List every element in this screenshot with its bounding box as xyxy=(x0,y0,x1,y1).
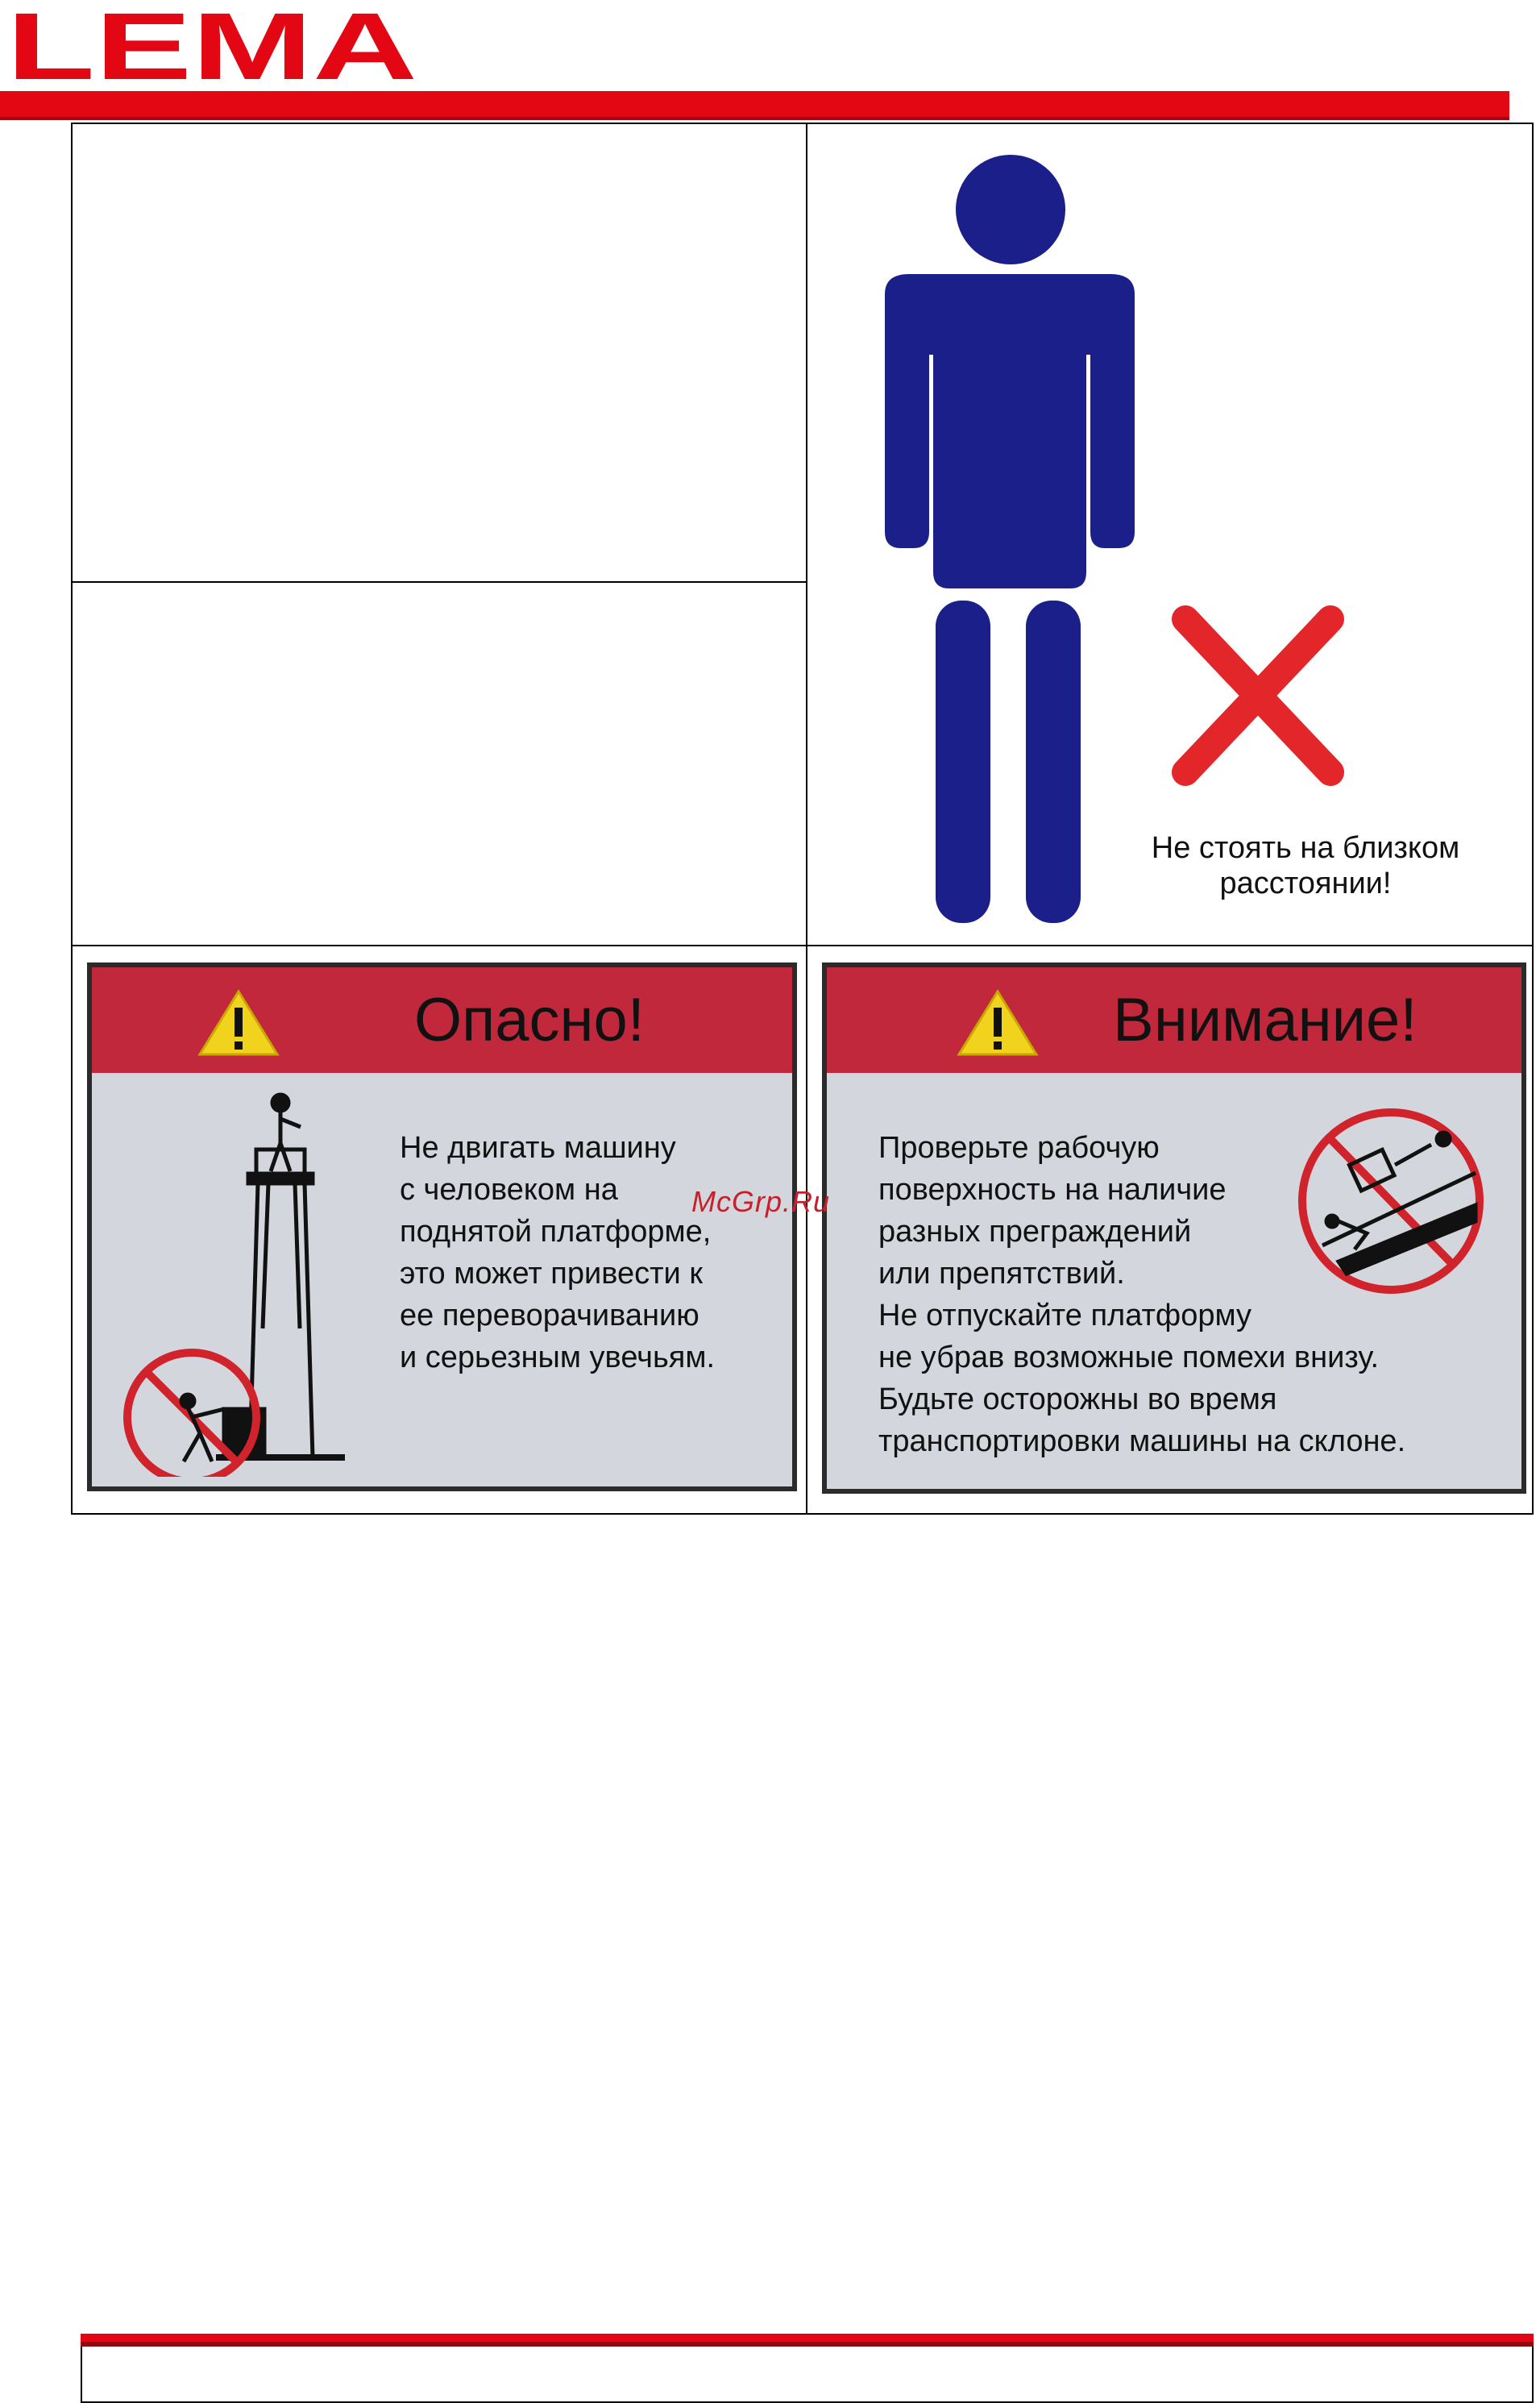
danger-line: Не двигать машину xyxy=(400,1131,676,1165)
caption-line-1: Не стоять на близком xyxy=(1151,831,1460,865)
danger-sticker xyxy=(87,962,797,1491)
danger-line: и серьезным увечьям. xyxy=(400,1341,716,1374)
attention-line: Будьте осторожны во время xyxy=(878,1382,1277,1416)
danger-text xyxy=(400,1127,715,1378)
watermark: McGrp.Ru xyxy=(691,1185,831,1218)
cross-icon xyxy=(1185,619,1330,772)
table-divider-row xyxy=(73,945,1532,946)
danger-line: это может привести к xyxy=(400,1257,703,1291)
warning-triangle-icon xyxy=(197,988,280,1058)
warning-triangle-icon xyxy=(956,988,1040,1058)
attention-line: Проверьте рабочую xyxy=(878,1131,1160,1165)
header-red-bar xyxy=(0,91,1509,117)
attention-sticker xyxy=(822,962,1526,1494)
lema-logo xyxy=(3,6,424,84)
danger-line: с человеком на xyxy=(400,1173,618,1207)
footer-box xyxy=(81,2347,1534,2403)
danger-line: поднятой платформе, xyxy=(400,1215,712,1249)
logo-text: LEMA xyxy=(6,6,417,84)
attention-line: Не отпускайте платформу xyxy=(878,1299,1252,1332)
header-bar-shadow xyxy=(0,117,1509,120)
caption-line-2: расстоянии! xyxy=(1219,867,1392,900)
attention-line: транспортировки машины на склоне. xyxy=(878,1424,1406,1458)
attention-line: не убрав возможные помехи внизу. xyxy=(878,1341,1380,1374)
danger-line: ее переворачиванию xyxy=(400,1299,699,1332)
person-sign-caption xyxy=(1080,830,1531,901)
table-divider-vertical xyxy=(806,124,807,1513)
table-divider-left-row xyxy=(73,581,806,583)
attention-line: поверхность на наличие xyxy=(878,1173,1227,1207)
danger-title: Опасно! xyxy=(414,986,645,1054)
person-icon xyxy=(808,137,1477,943)
attention-line: или препятствий. xyxy=(878,1257,1125,1291)
lift-tipping-illustration xyxy=(111,1087,353,1477)
footer-red-bar xyxy=(81,2334,1534,2342)
attention-text xyxy=(878,1127,1405,1462)
attention-title: Внимание! xyxy=(1113,986,1418,1054)
attention-line: разных преграждений xyxy=(878,1215,1192,1249)
